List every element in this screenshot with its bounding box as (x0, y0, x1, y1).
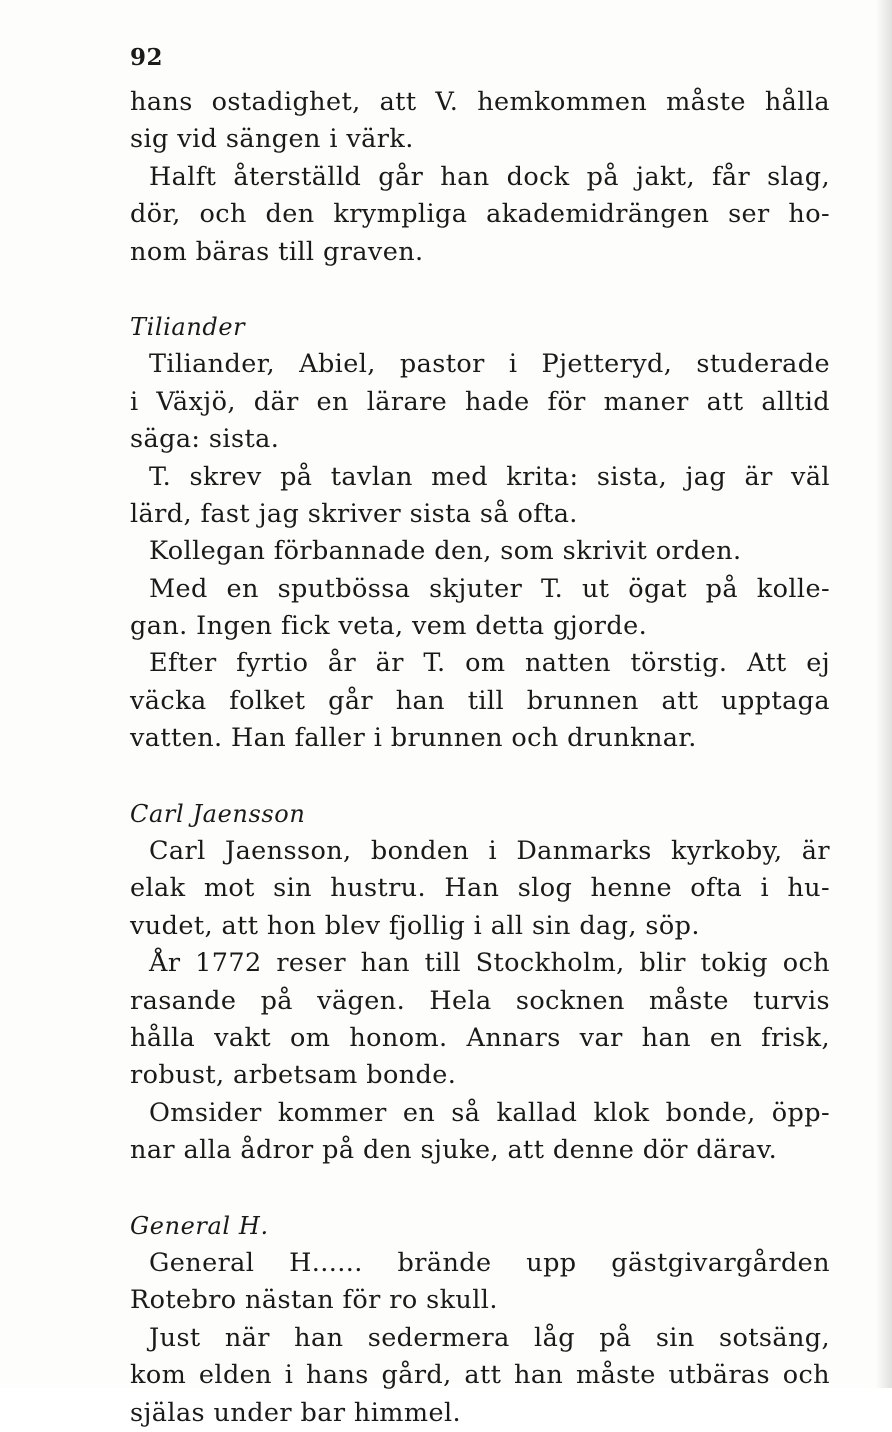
paragraph (130, 346, 830, 458)
paragraph (130, 84, 830, 159)
text-line: hålla vakt om honom. Annars var han en frisk, (130, 1022, 830, 1053)
text-line: gan. Ingen fick veta, vem detta gjorde. (130, 611, 648, 642)
section-carl-jaensson (130, 796, 830, 1170)
text-line: Kollegan förbannade den, som skrivit orden. (149, 536, 742, 567)
section-heading: General H. (130, 1211, 269, 1240)
text-line: vatten. Han faller i brunnen och drunknar. (130, 723, 697, 754)
text-line: hans ostadighet, att V. hemkommen måste hålla (130, 87, 830, 117)
text-line: vudet, att hon blev fjollig i all sin dag, söp. (130, 910, 700, 941)
paragraph (130, 533, 830, 570)
text-line: nom bäras till graven. (130, 236, 424, 267)
text-line: Tiliander, Abiel, pastor i Pjetteryd, studerade (149, 349, 830, 380)
text-line: År 1772 reser han till Stockholm, blir tokig och (149, 948, 830, 979)
section-gap (130, 1170, 830, 1208)
paragraph (130, 159, 830, 271)
text-line: dör, och den krympliga akademidrängen ser ho- (130, 199, 830, 230)
section-tiliander (130, 309, 830, 758)
text-line: Rotebro nästan för ro skull. (130, 1285, 498, 1316)
section-gap (130, 271, 830, 309)
text-line: Med en sputbössa skjuter T. ut ögat på kolle- (149, 573, 830, 604)
text-line: nar alla ådror på den sjuke, att denne dör därav. (130, 1135, 778, 1166)
page-body (130, 84, 830, 1432)
paragraph (130, 833, 830, 945)
text-line: lärd, fast jag skriver sista så ofta. (130, 498, 578, 529)
paragraph (130, 945, 830, 1095)
text-line: kom elden i hans gård, att han måste utbäras och (130, 1360, 830, 1391)
text-line: sig vid sängen i värk. (130, 124, 414, 155)
text-line: rasande på vägen. Hela socknen måste turvis (130, 985, 830, 1016)
page-number: 92 (130, 44, 164, 71)
section-continuation (130, 84, 830, 271)
page-edge-shadow (876, 0, 892, 1388)
paragraph (130, 1320, 830, 1432)
text-line: i Växjö, där en lärare hade för maner att alltid (130, 386, 830, 417)
text-line: elak mot sin hustru. Han slog henne ofta i hu- (130, 873, 830, 904)
section-gap (130, 758, 830, 796)
text-line: säga: sista. (130, 424, 280, 455)
text-line: Halft återställd går han dock på jakt, får slag, (149, 161, 830, 192)
paragraph (130, 645, 830, 757)
text-line: själas under bar himmel. (130, 1397, 462, 1428)
paragraph (130, 1245, 830, 1320)
paragraph (130, 1095, 830, 1170)
text-line: T. skrev på tavlan med krita: sista, jag är väl (149, 461, 830, 492)
section-heading: Carl Jaensson (130, 799, 306, 828)
text-line: General H...... brände upp gästgivargården (149, 1247, 830, 1278)
text-line: Omsider kommer en så kallad klok bonde, öpp- (149, 1097, 830, 1128)
text-line: Efter fyrtio år är T. om natten törstig. Att ej (149, 648, 830, 679)
section-heading: Tiliander (130, 312, 246, 341)
paragraph (130, 459, 830, 534)
text-line: Just när han sedermera låg på sin sotsäng, (149, 1322, 830, 1353)
text-line: väcka folket går han till brunnen att upptaga (130, 685, 830, 716)
text-line: Carl Jaensson, bonden i Danmarks kyrkoby, är (149, 836, 830, 867)
paragraph (130, 571, 830, 646)
section-general-h (130, 1208, 830, 1432)
text-line: robust, arbetsam bonde. (130, 1060, 457, 1091)
